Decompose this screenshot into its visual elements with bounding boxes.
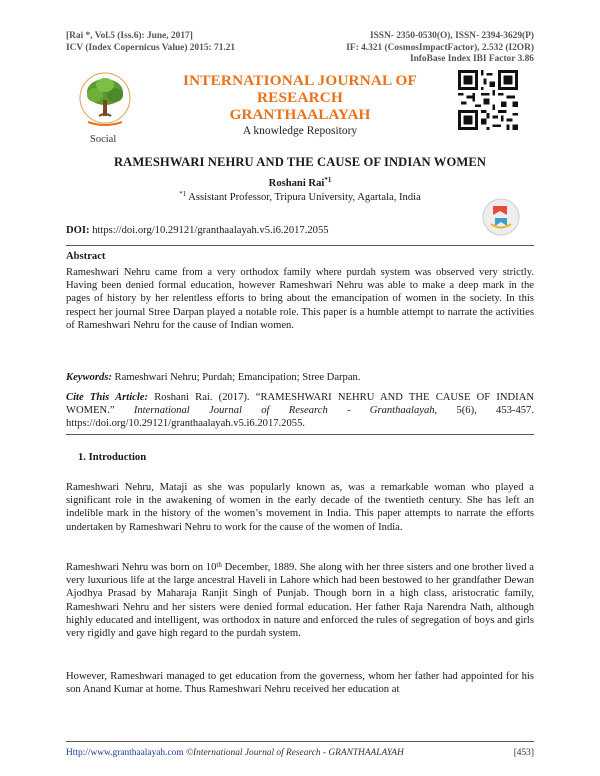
cite-text-1: Roshani Rai. (2017). “RAMESHWARI NEHRU AND THE CAUSE OF INDIAN WOMEN.” [66,392,534,417]
abstract-body: Rameshwari Nehru came from a very orthodox family where purdah system was observed very strictly. Having been denied formal education, however Rameshwari Nehru was able to make a deep mark in the pages of history by her relentless efforts to bring about the emancipation of women in the society. In this respect her journal Stree Darpan played a notable role. This paper is a humble attempt to narrate the activities of Rameshwari Nehru for the cause of Indian women. [66,267,534,331]
journal-name-line2: GRANTHAALAYAH [229,106,371,123]
journal-masthead [150,72,450,139]
divider-top [66,245,534,246]
doi-label: DOI: [66,225,90,236]
doi-link[interactable]: https://doi.org/10.29121/granthaalayah.v5.i6.2017.2055 [89,225,329,236]
article-title: RAMESHWARI NEHRU AND THE CAUSE OF INDIAN WOMEN [113,155,487,169]
journal-name-line1: INTERNATIONAL JOURNAL OF RESEARCH [182,72,418,106]
journal-tree-logo-icon [78,72,132,134]
cite-journal: International Journal of Research - Granthaalayah [133,405,435,417]
cite-label: Cite This Article: [66,392,149,403]
journal-tagline: A knowledge Repository [242,125,358,137]
divider-bottom [66,434,534,435]
affiliation: Assistant Professor, Tripura University, Agartala, India [186,192,421,203]
impact-factor-info: IF: 4.321 (CosmosImpactFactor), 2.532 (I2OR) [346,42,534,53]
running-header-left [66,31,235,54]
intro-paragraph-3: However, Rameshwari managed to get education from the governess, whom her father had appointed for his son Anand Kumar at home. Thus Rameshwari Nehru received her education at [66,671,534,696]
intro-p2-rest: December, 1889. She along with her three sisters and one brother lived a very luxurious life at the large ancestral Haveli in Lahore which had been bestowed to her grandfather Dewan Ajodhya Prasad by Maharaja Ranjit Singh of Punjab. Though born in a high class, aristocratic family, Rameshwari Nehru and her sisters were denied formal education. Her father Raja Narendra Nath, although highly educated and intelligent, was orthodox in nature and enforced the rules of segregation of boys and girls very rigidly and gave high regard to the purdah system. [66,562,534,640]
author-name: Roshani Rai [268,178,325,189]
abstract-heading: Abstract [66,251,106,262]
qr-code-icon [458,70,518,130]
page-number: [453] [513,748,534,758]
author-mark: *1 [324,176,332,184]
issn-info: ISSN- 2350-0530(O), ISSN- 2394-3629(P) [369,31,534,41]
icv-info: ICV (Index Copernicus Value) 2015: 71.21 [66,42,236,53]
cite-text-2[interactable]: , 5(6), 453-457. https://doi.org/10.29121/granthaalayah.v5.i6.2017.2055. [66,405,534,430]
intro-paragraph-1: Rameshwari Nehru, Mataji as she was popularly known as, was a remarkable woman who played a significant role in the awakening of women in the early decade of the twentieth century. She has left an indelible mark in the history of the women’s movement in India. This paper attempts to narrate the efforts undertaken by Rameshwari Nehru to work for the cause of the women of India. [66,482,534,533]
doi-line [66,225,329,236]
introduction-heading: 1. Introduction [78,452,147,463]
intro-p2-start: Rameshwari Nehru was born on 10 [66,562,217,573]
intro-p2-sup: th [216,561,222,569]
citation-block [66,391,534,431]
keywords-line [66,371,534,384]
author-line [0,178,600,189]
intro-paragraph-2 [66,561,534,640]
footer-left [66,748,404,758]
infobase-info: InfoBase Index IBI Factor 3.86 [409,54,534,64]
journal-website-link[interactable]: Http://www.granthaalayah.com [66,748,184,758]
issue-info: [Rai *, Vol.5 (Iss.6): June, 2017] [66,31,193,41]
running-header-right [346,31,534,66]
section-label: Social [90,134,117,145]
affiliation-mark: *1 [179,190,187,198]
footer-divider [66,741,534,742]
keywords: Rameshwari Nehru; Purdah; Emancipation; Stree Darpan. [111,372,361,383]
check-for-updates-icon[interactable] [482,198,520,236]
footer-copyright: ©International Journal of Research - GRANTHAALAYAH [183,748,404,758]
keywords-label: Keywords: [66,372,112,383]
